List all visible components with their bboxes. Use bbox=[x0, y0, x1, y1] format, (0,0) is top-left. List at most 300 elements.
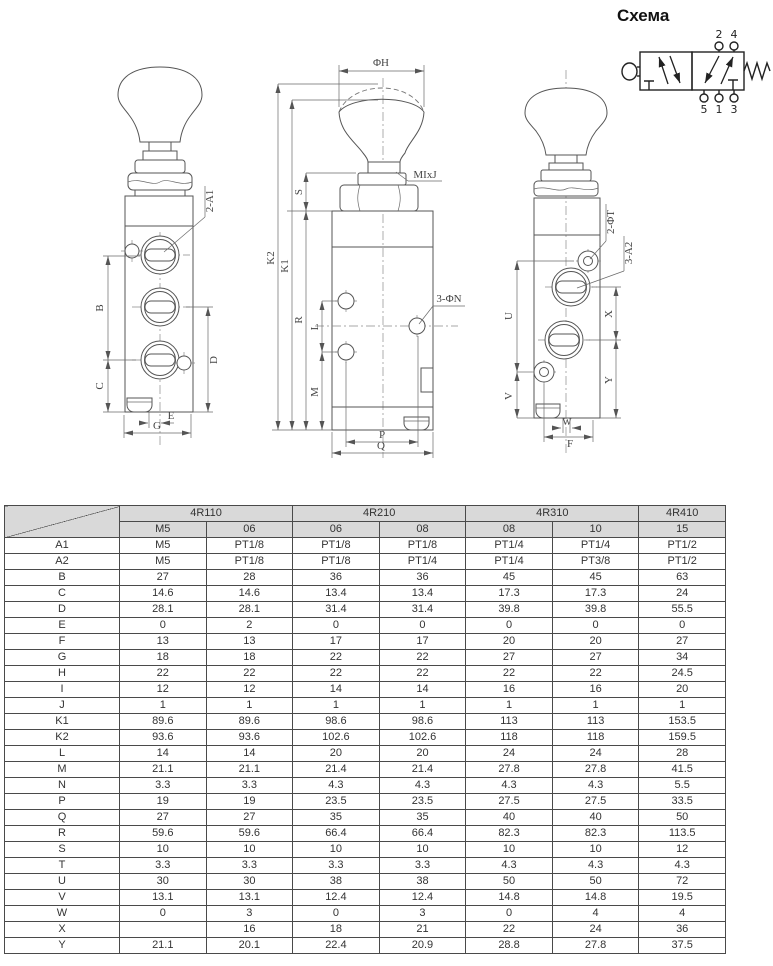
table-cell: 17 bbox=[293, 634, 380, 650]
size-header: 10 bbox=[552, 522, 639, 538]
table-cell: 37.5 bbox=[639, 938, 726, 954]
table-row bbox=[5, 858, 726, 874]
dim-label-X: X bbox=[603, 310, 615, 318]
model-header-4R310: 4R310 bbox=[466, 506, 639, 522]
table-header bbox=[5, 506, 726, 538]
row-label: D bbox=[5, 602, 120, 618]
table-cell: 17.3 bbox=[466, 586, 553, 602]
table-row bbox=[5, 650, 726, 666]
table-cell: 41.5 bbox=[639, 762, 726, 778]
table-cell: 14.8 bbox=[552, 890, 639, 906]
table-cell: 28.8 bbox=[466, 938, 553, 954]
dim-label-Q: Q bbox=[377, 440, 385, 452]
table-cell: 39.8 bbox=[466, 602, 553, 618]
table-cell: 4.3 bbox=[552, 858, 639, 874]
table-cell: 10 bbox=[466, 842, 553, 858]
table-cell: M5 bbox=[120, 554, 207, 570]
table-cell: 19 bbox=[120, 794, 207, 810]
table-row bbox=[5, 746, 726, 762]
table-cell: PT1/4 bbox=[379, 554, 466, 570]
dim-label-L: L bbox=[309, 323, 321, 331]
table-cell: 13 bbox=[206, 634, 293, 650]
table-cell: 20 bbox=[466, 634, 553, 650]
table-row bbox=[5, 730, 726, 746]
table-cell: 1 bbox=[120, 698, 207, 714]
table-cell: 27 bbox=[552, 650, 639, 666]
push-button-icon bbox=[622, 63, 640, 80]
table-row bbox=[5, 778, 726, 794]
blocked-port-icon bbox=[728, 80, 738, 90]
table-cell: 1 bbox=[552, 698, 639, 714]
dim-label-F: F bbox=[566, 438, 574, 450]
table-row bbox=[5, 922, 726, 938]
knob-outline bbox=[118, 67, 202, 142]
table-corner-cell bbox=[5, 506, 120, 538]
table-cell: 98.6 bbox=[379, 714, 466, 730]
table-cell: 18 bbox=[206, 650, 293, 666]
table-cell: 66.4 bbox=[379, 826, 466, 842]
table-cell: 102.6 bbox=[293, 730, 380, 746]
table-cell: 55.5 bbox=[639, 602, 726, 618]
table-cell: 12.4 bbox=[379, 890, 466, 906]
table-cell: 10 bbox=[379, 842, 466, 858]
table-cell: 27 bbox=[639, 634, 726, 650]
table-cell: 4 bbox=[639, 906, 726, 922]
table-cell: 22 bbox=[379, 666, 466, 682]
table-cell: 20 bbox=[552, 634, 639, 650]
table-cell: 27.8 bbox=[466, 762, 553, 778]
table-cell: 118 bbox=[552, 730, 639, 746]
table-row bbox=[5, 810, 726, 826]
dim-label-W: W bbox=[562, 418, 572, 428]
table-cell: 24 bbox=[466, 746, 553, 762]
table-cell: 14 bbox=[293, 682, 380, 698]
table-cell: 4.3 bbox=[639, 858, 726, 874]
port-A bbox=[545, 268, 597, 306]
table-cell: 20 bbox=[379, 746, 466, 762]
exhaust-cutout bbox=[127, 398, 152, 412]
pneumatic-schema bbox=[617, 6, 770, 116]
table-cell: 0 bbox=[120, 906, 207, 922]
table-cell: 16 bbox=[466, 682, 553, 698]
table-row bbox=[5, 570, 726, 586]
panel-nut bbox=[128, 173, 192, 190]
table-cell bbox=[120, 922, 207, 938]
table-cell: 22 bbox=[206, 666, 293, 682]
table-cell: 21.4 bbox=[293, 762, 380, 778]
mounting-hole-left-top bbox=[335, 290, 357, 312]
table-cell: 0 bbox=[466, 906, 553, 922]
row-label: K2 bbox=[5, 730, 120, 746]
table-cell: 38 bbox=[379, 874, 466, 890]
table-cell: 10 bbox=[206, 842, 293, 858]
table-cell: PT1/2 bbox=[639, 538, 726, 554]
table-cell: 22 bbox=[293, 650, 380, 666]
size-header: 15 bbox=[639, 522, 726, 538]
row-label: M bbox=[5, 762, 120, 778]
table-cell: 28.1 bbox=[120, 602, 207, 618]
table-cell: 82.3 bbox=[466, 826, 553, 842]
table-row bbox=[5, 698, 726, 714]
hole-bottom-left bbox=[532, 360, 556, 384]
port-2 bbox=[132, 288, 190, 326]
table-cell: 22.4 bbox=[293, 938, 380, 954]
table-cell: 0 bbox=[120, 618, 207, 634]
dim-label-E: E bbox=[167, 410, 175, 422]
blocked-port-icon bbox=[644, 81, 654, 90]
table-cell: 63 bbox=[639, 570, 726, 586]
knob-outline-right bbox=[525, 88, 607, 155]
table-cell: 27.8 bbox=[552, 938, 639, 954]
exhaust-cutout-front bbox=[404, 417, 429, 430]
table-cell: 24 bbox=[552, 746, 639, 762]
row-label: W bbox=[5, 906, 120, 922]
table-row bbox=[5, 634, 726, 650]
table-cell: 59.6 bbox=[120, 826, 207, 842]
table-row bbox=[5, 602, 726, 618]
table-cell: 2 bbox=[206, 618, 293, 634]
table-cell: 17.3 bbox=[552, 586, 639, 602]
model-header-4R210: 4R210 bbox=[293, 506, 466, 522]
table-cell: 113 bbox=[466, 714, 553, 730]
table-cell: 153.5 bbox=[639, 714, 726, 730]
table-cell: 40 bbox=[466, 810, 553, 826]
table-row bbox=[5, 826, 726, 842]
table-cell: 27 bbox=[120, 570, 207, 586]
table-cell: 1 bbox=[293, 698, 380, 714]
table-cell: 3 bbox=[379, 906, 466, 922]
row-label: P bbox=[5, 794, 120, 810]
dim-label-phiH: ΦH bbox=[373, 57, 389, 69]
mounting-hole-left-bottom bbox=[335, 341, 357, 363]
table-cell: 14.6 bbox=[120, 586, 207, 602]
table-cell: 10 bbox=[293, 842, 380, 858]
table-cell: 16 bbox=[206, 922, 293, 938]
table-cell: 3.3 bbox=[293, 858, 380, 874]
label-3-A2: 3-A2 bbox=[623, 241, 635, 265]
row-label: Q bbox=[5, 810, 120, 826]
label-2-A1: 2-A1 bbox=[204, 189, 216, 213]
table-row bbox=[5, 874, 726, 890]
table-cell: 93.6 bbox=[120, 730, 207, 746]
dim-label-D: D bbox=[208, 356, 220, 364]
row-label: F bbox=[5, 634, 120, 650]
table-cell: 1 bbox=[206, 698, 293, 714]
dim-label-K1: K1 bbox=[279, 259, 291, 273]
table-cell: 10 bbox=[120, 842, 207, 858]
table-cell: 4 bbox=[552, 906, 639, 922]
table-cell: 3.3 bbox=[206, 858, 293, 874]
hex-nut bbox=[135, 160, 185, 173]
table-cell: 20.1 bbox=[206, 938, 293, 954]
table-row bbox=[5, 794, 726, 810]
table-cell: 4.3 bbox=[466, 778, 553, 794]
table-row bbox=[5, 666, 726, 682]
table-cell: 13.1 bbox=[206, 890, 293, 906]
table-cell: 14 bbox=[379, 682, 466, 698]
table-cell: 36 bbox=[379, 570, 466, 586]
table-cell: 28 bbox=[639, 746, 726, 762]
table-cell: 0 bbox=[639, 618, 726, 634]
table-cell: 22 bbox=[120, 666, 207, 682]
size-header: M5 bbox=[120, 522, 207, 538]
table-cell: 3 bbox=[206, 906, 293, 922]
table-cell: 72 bbox=[639, 874, 726, 890]
table-cell: 24 bbox=[552, 922, 639, 938]
table-cell: 45 bbox=[466, 570, 553, 586]
table-row bbox=[5, 586, 726, 602]
row-label: U bbox=[5, 874, 120, 890]
table-cell: 4.3 bbox=[466, 858, 553, 874]
table-cell: 36 bbox=[639, 922, 726, 938]
table-cell: 89.6 bbox=[120, 714, 207, 730]
dim-label-B: B bbox=[94, 304, 106, 312]
table-cell: 14 bbox=[206, 746, 293, 762]
panel-nut-front bbox=[340, 185, 418, 211]
dim-label-M: M bbox=[309, 387, 321, 397]
table-cell: 12 bbox=[639, 842, 726, 858]
size-header: 06 bbox=[293, 522, 380, 538]
schema-box-left bbox=[640, 52, 692, 90]
row-label: V bbox=[5, 890, 120, 906]
table-cell: PT1/8 bbox=[293, 554, 380, 570]
table-cell: 1 bbox=[379, 698, 466, 714]
table-cell: 21.4 bbox=[379, 762, 466, 778]
table-cell: 35 bbox=[293, 810, 380, 826]
table-cell: 12.4 bbox=[293, 890, 380, 906]
table-cell: 24 bbox=[639, 586, 726, 602]
mounting-hole-top bbox=[121, 240, 143, 262]
port-1 bbox=[132, 236, 190, 274]
label-2-phiT: 2-ΦT bbox=[605, 210, 617, 234]
row-label: J bbox=[5, 698, 120, 714]
model-header-4R410: 4R410 bbox=[639, 506, 726, 522]
table-cell: 0 bbox=[552, 618, 639, 634]
table-cell: 35 bbox=[379, 810, 466, 826]
dimensions-table bbox=[4, 505, 726, 954]
table-cell: 27.5 bbox=[552, 794, 639, 810]
row-label: T bbox=[5, 858, 120, 874]
table-cell: 3.3 bbox=[120, 858, 207, 874]
table-cell: 27 bbox=[466, 650, 553, 666]
table-cell: PT1/4 bbox=[466, 538, 553, 554]
table-cell: 3.3 bbox=[379, 858, 466, 874]
table-cell: PT1/8 bbox=[293, 538, 380, 554]
table-cell: 59.6 bbox=[206, 826, 293, 842]
row-label: X bbox=[5, 922, 120, 938]
table-cell: 34 bbox=[639, 650, 726, 666]
table-cell: 19.5 bbox=[639, 890, 726, 906]
table-cell: 0 bbox=[466, 618, 553, 634]
table-cell: 30 bbox=[206, 874, 293, 890]
table-cell: 20 bbox=[639, 682, 726, 698]
table-row bbox=[5, 554, 726, 570]
table-cell: 27 bbox=[120, 810, 207, 826]
row-label: G bbox=[5, 650, 120, 666]
size-header: 08 bbox=[379, 522, 466, 538]
dim-label-Y: Y bbox=[603, 376, 615, 384]
table-cell: 21 bbox=[379, 922, 466, 938]
table-cell: 10 bbox=[552, 842, 639, 858]
left-valve-drawing bbox=[94, 67, 220, 448]
table-cell: 40 bbox=[552, 810, 639, 826]
table-cell: 36 bbox=[293, 570, 380, 586]
table-cell: 12 bbox=[206, 682, 293, 698]
table-cell: 38 bbox=[293, 874, 380, 890]
table-cell: 1 bbox=[466, 698, 553, 714]
port-number: 2 bbox=[715, 28, 723, 41]
table-cell: 24.5 bbox=[639, 666, 726, 682]
table-row bbox=[5, 842, 726, 858]
table-cell: 5.5 bbox=[639, 778, 726, 794]
table-cell: 3.3 bbox=[206, 778, 293, 794]
model-header-4R110: 4R110 bbox=[120, 506, 293, 522]
table-cell: 23.5 bbox=[293, 794, 380, 810]
table-cell: 22 bbox=[293, 666, 380, 682]
thread-label: MIxJ bbox=[413, 169, 437, 181]
spring-icon bbox=[744, 63, 770, 79]
row-label: Y bbox=[5, 938, 120, 954]
table-cell: 21.1 bbox=[206, 762, 293, 778]
table-cell: 66.4 bbox=[293, 826, 380, 842]
table-cell: PT1/8 bbox=[206, 538, 293, 554]
table-cell: 16 bbox=[552, 682, 639, 698]
dim-label-S: S bbox=[293, 188, 305, 196]
row-label: I bbox=[5, 682, 120, 698]
table-cell: 13.1 bbox=[120, 890, 207, 906]
table-cell: 12 bbox=[120, 682, 207, 698]
table-cell: 18 bbox=[293, 922, 380, 938]
table-cell: 22 bbox=[466, 666, 553, 682]
table-cell: 50 bbox=[552, 874, 639, 890]
row-label: R bbox=[5, 826, 120, 842]
schema-ports bbox=[700, 28, 738, 116]
table-cell: 31.4 bbox=[293, 602, 380, 618]
hole-phiT bbox=[576, 249, 601, 273]
front-valve-drawing bbox=[265, 57, 465, 458]
table-cell: 13.4 bbox=[379, 586, 466, 602]
port-number: 3 bbox=[730, 103, 738, 116]
right-valve-drawing bbox=[503, 70, 635, 455]
table-cell: 98.6 bbox=[293, 714, 380, 730]
dim-label-V: V bbox=[503, 392, 515, 400]
table-row bbox=[5, 906, 726, 922]
table-cell: 113 bbox=[552, 714, 639, 730]
table-row bbox=[5, 714, 726, 730]
table-cell: 113.5 bbox=[639, 826, 726, 842]
table-cell: 118 bbox=[466, 730, 553, 746]
mounting-hole-right bbox=[409, 315, 425, 337]
table-cell: 4.3 bbox=[379, 778, 466, 794]
table-cell: PT1/2 bbox=[639, 554, 726, 570]
table-row bbox=[5, 618, 726, 634]
table-cell: 20.9 bbox=[379, 938, 466, 954]
table-cell: 0 bbox=[379, 618, 466, 634]
table-cell: 159.5 bbox=[639, 730, 726, 746]
size-header: 06 bbox=[206, 522, 293, 538]
table-cell: 22 bbox=[552, 666, 639, 682]
dim-label-K2: K2 bbox=[265, 251, 277, 265]
table-cell: PT1/8 bbox=[379, 538, 466, 554]
dim-label-R: R bbox=[293, 316, 305, 324]
table-cell: 17 bbox=[379, 634, 466, 650]
table-cell: 20 bbox=[293, 746, 380, 762]
row-label: A2 bbox=[5, 554, 120, 570]
table-cell: 21.1 bbox=[120, 938, 207, 954]
table-cell: 4.3 bbox=[293, 778, 380, 794]
table-cell: PT1/8 bbox=[206, 554, 293, 570]
table-cell: 45 bbox=[552, 570, 639, 586]
dim-label-C: C bbox=[94, 382, 106, 390]
port-number: 5 bbox=[700, 103, 708, 116]
table-row bbox=[5, 938, 726, 954]
table-cell: M5 bbox=[120, 538, 207, 554]
table-cell: 23.5 bbox=[379, 794, 466, 810]
table-cell: 13.4 bbox=[293, 586, 380, 602]
table-row bbox=[5, 762, 726, 778]
table-cell: 93.6 bbox=[206, 730, 293, 746]
table-body bbox=[5, 538, 726, 954]
table-cell: 50 bbox=[466, 874, 553, 890]
table-cell: 31.4 bbox=[379, 602, 466, 618]
dim-label-P: P bbox=[378, 429, 386, 441]
table-cell: 89.6 bbox=[206, 714, 293, 730]
table-row bbox=[5, 538, 726, 554]
table-cell: 13 bbox=[120, 634, 207, 650]
table-cell: PT1/4 bbox=[552, 538, 639, 554]
table-cell: 14.8 bbox=[466, 890, 553, 906]
table-cell: 14 bbox=[120, 746, 207, 762]
table-cell: 3.3 bbox=[120, 778, 207, 794]
table-cell: 1 bbox=[639, 698, 726, 714]
table-cell: 50 bbox=[639, 810, 726, 826]
exhaust-cutout-right bbox=[536, 404, 560, 418]
table-cell: 19 bbox=[206, 794, 293, 810]
table-cell: 27.8 bbox=[552, 762, 639, 778]
row-label: E bbox=[5, 618, 120, 634]
table-cell: 0 bbox=[293, 618, 380, 634]
table-cell: 30 bbox=[120, 874, 207, 890]
table-cell: 28.1 bbox=[206, 602, 293, 618]
port-B bbox=[538, 321, 590, 359]
table-cell: 14.6 bbox=[206, 586, 293, 602]
size-header: 08 bbox=[466, 522, 553, 538]
table-cell: 28 bbox=[206, 570, 293, 586]
table-cell: 27 bbox=[206, 810, 293, 826]
label-3-phiN: 3-ΦN bbox=[436, 293, 462, 305]
row-label: A1 bbox=[5, 538, 120, 554]
row-label: H bbox=[5, 666, 120, 682]
table-cell: 4.3 bbox=[552, 778, 639, 794]
table-cell: 0 bbox=[293, 906, 380, 922]
port-number: 1 bbox=[715, 103, 723, 116]
table-cell: 82.3 bbox=[552, 826, 639, 842]
table-cell: 33.5 bbox=[639, 794, 726, 810]
table-cell: PT1/4 bbox=[466, 554, 553, 570]
schema-title: Схема bbox=[617, 6, 670, 25]
dim-label-G: G bbox=[153, 420, 161, 432]
port-number: 4 bbox=[730, 28, 738, 41]
table-cell: 18 bbox=[120, 650, 207, 666]
table-cell: 102.6 bbox=[379, 730, 466, 746]
table-cell: PT3/8 bbox=[552, 554, 639, 570]
table-cell: 22 bbox=[379, 650, 466, 666]
table-cell: 39.8 bbox=[552, 602, 639, 618]
row-label: C bbox=[5, 586, 120, 602]
row-label: S bbox=[5, 842, 120, 858]
row-label: K1 bbox=[5, 714, 120, 730]
row-label: L bbox=[5, 746, 120, 762]
